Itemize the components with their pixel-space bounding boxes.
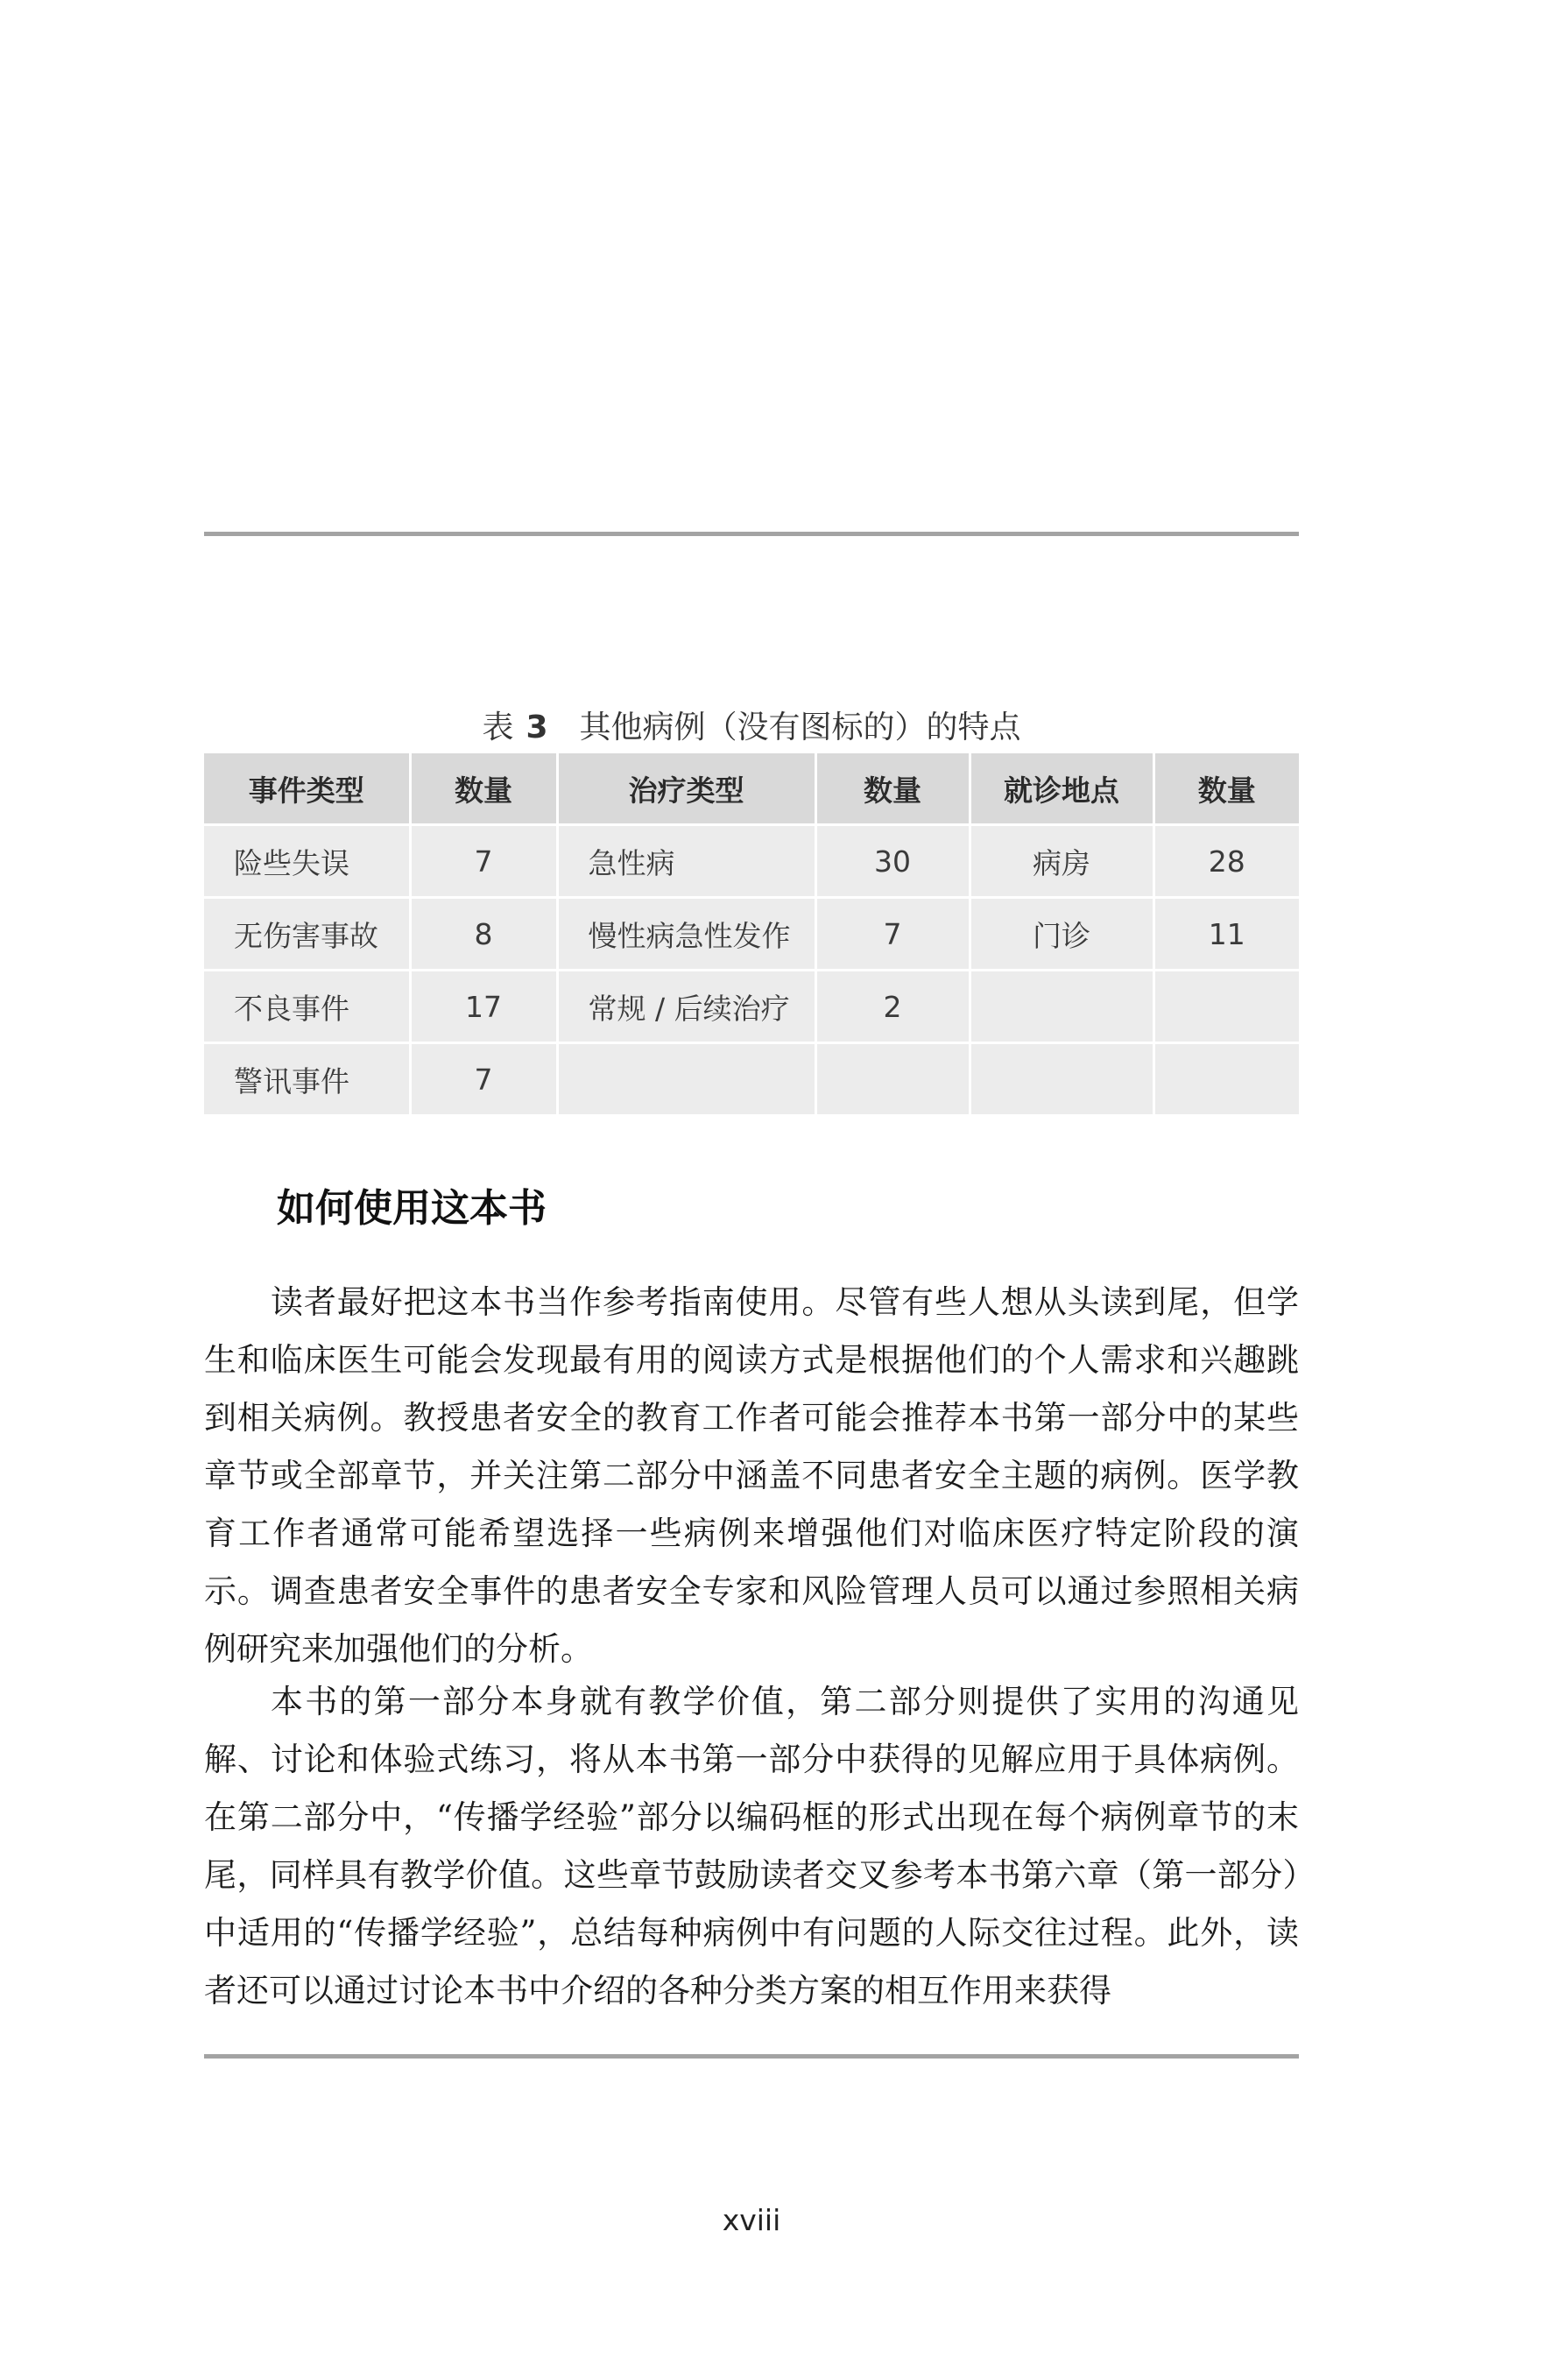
table-caption-number: 3: [526, 710, 548, 745]
table-cell: 慢性病急性发作: [557, 898, 815, 971]
characteristics-table: [204, 753, 1299, 1117]
table-cell: 2: [815, 971, 970, 1043]
body-paragraph: 本书的第一部分本身就有教学价值，第二部分则提供了实用的沟通见解、讨论和体验式练习，将从本书第一部分中获得的见解应用于具体病例。在第二部分中，“传播学经验”部分以编码框的形式出现在每个病例章节的末尾，同样具有教学价值。这些章节鼓励读者交叉参考本书第六章（第一部分）中适用的“传播学经验”，总结每种病例中有问题的人际交往过程。此外，读者还可以通过讨论本书中介绍的各种分类方案的相互作用来获得: [204, 1683, 1299, 2009]
table-cell: 常规 / 后续治疗: [557, 971, 815, 1043]
table-row: [204, 898, 1299, 971]
table-cell: [1153, 971, 1299, 1043]
table-cell: [1153, 1043, 1299, 1116]
table-cell: 7: [410, 1043, 557, 1116]
table-caption-title: 其他病例（没有图标的）的特点: [579, 710, 1021, 745]
table-row: [204, 1043, 1299, 1116]
header-event-type: 事件类型: [204, 753, 410, 825]
section-heading: 如何使用这本书: [277, 1186, 547, 1231]
header-treatment-type: 治疗类型: [557, 753, 815, 825]
table-row: [204, 825, 1299, 898]
table-cell: 急性病: [557, 825, 815, 898]
table-cell: 险些失误: [204, 825, 410, 898]
table-cell: [970, 971, 1153, 1043]
table-cell: 17: [410, 971, 557, 1043]
table-cell: 病房: [970, 825, 1153, 898]
table-caption: [204, 706, 1299, 750]
header-count: 数量: [410, 753, 557, 825]
table-caption-label: 表: [482, 710, 514, 745]
top-rule: [204, 532, 1299, 536]
table-cell: 7: [410, 825, 557, 898]
body-paragraph: 读者最好把这本书当作参考指南使用。尽管有些人想从头读到尾，但学生和临床医生可能会发现最有用的阅读方式是根据他们的个人需求和兴趣跳到相关病例。教授患者安全的教育工作者可能会推荐本书第一部分中的某些章节或全部章节，并关注第二部分中涵盖不同患者安全主题的病例。医学教育工作者通常可能希望选择一些病例来增强他们对临床医疗特定阶段的演示。调查患者安全事件的患者安全专家和风险管理人员可以通过参照相关病例研究来加强他们的分析。: [204, 1283, 1299, 1668]
table-cell: 30: [815, 825, 970, 898]
table-cell: [557, 1043, 815, 1116]
table-cell: [970, 1043, 1153, 1116]
bottom-rule: [204, 2054, 1299, 2059]
table-cell: 不良事件: [204, 971, 410, 1043]
page-number: xviii: [722, 2203, 781, 2237]
table-cell: 11: [1153, 898, 1299, 971]
table-cell: 28: [1153, 825, 1299, 898]
table-cell: 7: [815, 898, 970, 971]
table-header-row: [204, 753, 1299, 825]
header-visit-location: 就诊地点: [970, 753, 1153, 825]
header-count: 数量: [815, 753, 970, 825]
table-row: [204, 971, 1299, 1043]
table-cell: 8: [410, 898, 557, 971]
table-cell: 门诊: [970, 898, 1153, 971]
table-cell: [815, 1043, 970, 1116]
table-cell: 警讯事件: [204, 1043, 410, 1116]
header-count: 数量: [1153, 753, 1299, 825]
table-cell: 无伤害事故: [204, 898, 410, 971]
